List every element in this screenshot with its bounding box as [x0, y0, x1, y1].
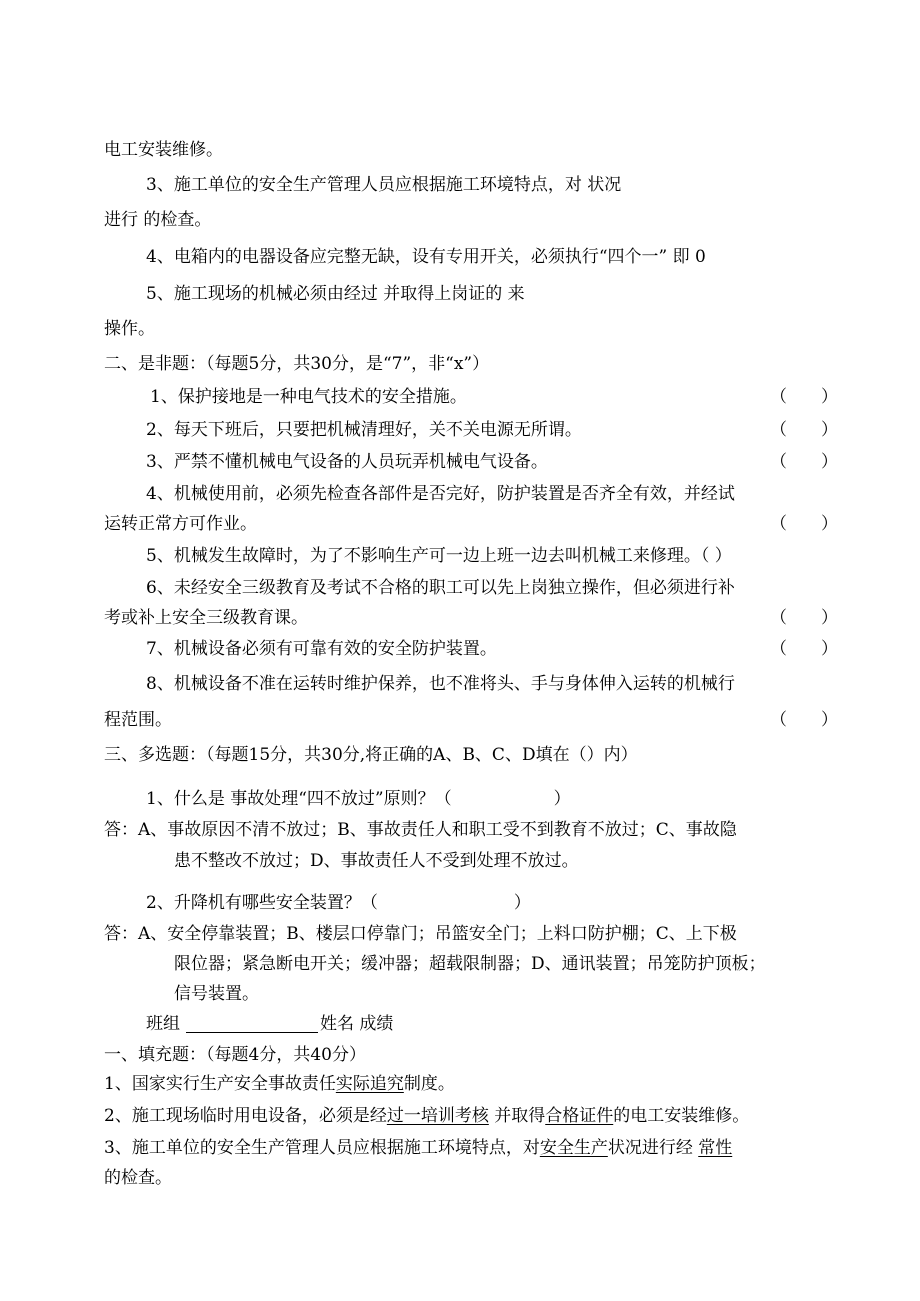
answer-1-text: 1、国家实行生产安全事故责任	[104, 1074, 336, 1094]
mc-answer-1-line-1: 答：A、事故原因不清不放过；B、事故责任人和职工受不到教育不放过；C、事故隐	[104, 820, 737, 840]
answer-2-text: 2、施工现场临时用电设备，必须是经	[104, 1106, 387, 1126]
answer-line-2	[104, 1104, 749, 1128]
tf-question-3: 3、严禁不懂机械电气设备的人员玩弄机械电气设备。	[146, 452, 548, 472]
tf-question-2: 2、每天下班后，只要把机械清理好，关不关电源无所谓。	[146, 420, 582, 440]
answer-3-middle: 状况进行经	[607, 1138, 699, 1158]
answer-2-middle: 并取得	[488, 1106, 546, 1126]
tf-question-8-line-2: 程范围。	[104, 710, 172, 730]
answer-parenthesis: （ ）	[770, 452, 838, 472]
name-label: 姓名	[320, 1014, 354, 1034]
answer-2-suffix: 的电工安装维修。	[613, 1106, 750, 1126]
answer-2-filled-1: 过一培训考核	[386, 1106, 489, 1126]
answer-parenthesis: （ ）	[770, 608, 838, 628]
fill-question-5-line-2: 操作。	[104, 319, 155, 339]
answer-parenthesis: （ ）	[770, 514, 838, 534]
class-blank[interactable]	[186, 1014, 318, 1033]
answer-line-3-cont: 的检查。	[104, 1168, 172, 1188]
mc-question-2: 2、升降机有哪些安全装置？（ ）	[146, 893, 531, 913]
section-1-header: 一、填充题：（每题4分，共40分）	[104, 1045, 366, 1065]
tf-question-4-line-1: 4、机械使用前，必须先检查各部件是否完好，防护装置是否齐全有效，并经试	[146, 484, 735, 504]
answer-parenthesis: （ ）	[770, 420, 838, 440]
answer-1-suffix: 制度。	[403, 1074, 455, 1094]
tf-question-4-line-2: 运转正常方可作业。	[104, 514, 257, 534]
tf-question-6-line-1: 6、未经安全三级教育及考试不合格的职工可以先上岗独立操作，但必须进行补	[146, 578, 735, 598]
answer-parenthesis: （ ）	[770, 387, 838, 407]
tf-question-5: 5、机械发生故障时，为了不影响生产可一边上班一边去叫机械工来修理。（ ）	[146, 546, 732, 566]
answer-3-text: 3、施工单位的安全生产管理人员应根据施工环境特点，对	[104, 1138, 540, 1158]
fill-question-3-line-1: 3、施工单位的安全生产管理人员应根据施工环境特点，对 状况	[146, 175, 622, 195]
mc-answer-2-line-2: 限位器；紧急断电开关；缓冲器；超载限制器；D、通讯装置；吊笼防护顶板；	[174, 954, 766, 974]
exam-info-line	[146, 1012, 393, 1036]
answer-line-1	[104, 1072, 455, 1096]
answer-3-filled-1: 安全生产	[539, 1138, 608, 1158]
score-label: 成绩	[359, 1014, 394, 1034]
answer-parenthesis: （ ）	[770, 639, 838, 659]
section-3-header: 三、多选题：（每题15分，共30分,将正确的A、B、C、D填在（）内）	[104, 745, 638, 765]
answer-line-3	[104, 1136, 732, 1160]
answer-2-filled-2: 合格证件	[545, 1106, 614, 1126]
answer-1-filled: 实际追究	[335, 1074, 404, 1094]
class-label: 班组	[146, 1014, 180, 1034]
section-2-header: 二、是非题：（每题5分，共30分，是“7”，非“x”）	[104, 354, 490, 374]
mc-question-1: 1、什么是 事故处理“四不放过”原则？（ ）	[146, 789, 571, 809]
tf-question-6-line-2: 考或补上安全三级教育课。	[104, 608, 308, 628]
tf-question-1: 1、保护接地是一种电气技术的安全措施。	[150, 387, 467, 407]
fill-question-4: 4、电箱内的电器设备应完整无缺，设有专用开关，必须执行“四个一” 即 0	[146, 247, 706, 267]
tf-question-8-line-1: 8、机械设备不准在运转时维护保养，也不准将头、手与身体伸入运转的机械行	[146, 674, 735, 694]
tf-question-7: 7、机械设备必须有可靠有效的安全防护装置。	[146, 639, 497, 659]
mc-answer-2-line-1: 答：A、安全停靠装置；B、楼层口停靠门；吊篮安全门；上料口防护棚；C、上下极	[104, 924, 737, 944]
fill-question-3-line-2: 进行 的检查。	[104, 210, 212, 230]
fill-question-5-line-1: 5、施工现场的机械必须由经过 并取得上岗证的 来	[146, 284, 525, 304]
mc-answer-1-line-2: 患不整改不放过；D、事故责任人不受到处理不放过。	[174, 851, 579, 871]
answer-parenthesis: （ ）	[770, 710, 838, 730]
answer-3-filled-2: 常性	[698, 1138, 733, 1158]
text-line-continuation: 电工安装维修。	[104, 140, 223, 160]
mc-answer-2-line-3: 信号装置。	[174, 984, 259, 1004]
